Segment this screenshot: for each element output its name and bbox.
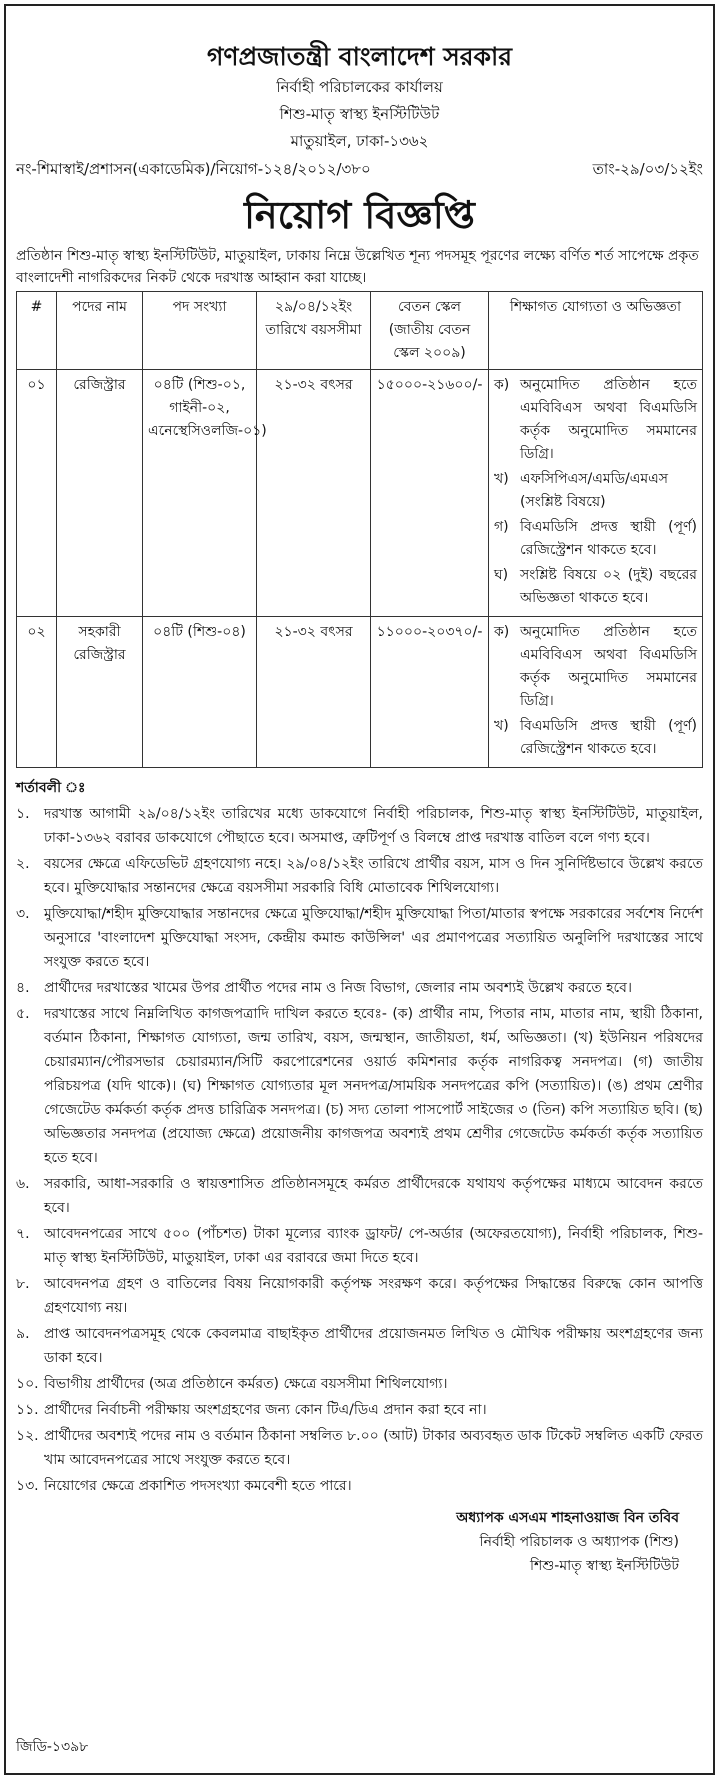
reference-row [16, 158, 703, 183]
col-header-post: পদের নাম [57, 292, 143, 370]
term-item: ১২. প্রার্থীদের অবশ্যই পদের নাম ও বর্তমান ঠিকানা সম্বলিত ৮.০০ (আট) টাকার অব্যবহৃত ডাক টিকেট সম্বলিত একটি ফেরত খাম আবেদনপত্রের সাথে সংযুক্ত করতে হবে। [16, 1428, 703, 1468]
government-heading: গণপ্রজাতন্ত্রী বাংলাদেশ সরকার [207, 42, 512, 71]
qualification-item: ঘ) সংশ্লিষ্ট বিষয়ে ০২ (দুই) বছরের অভিজ্ঞতা থাকতে হবে। [494, 567, 697, 606]
qualification-item: খ) বিএমডিসি প্রদত্ত স্থায়ী (পূর্ণ) রেজিস্ট্রেশন থাকতে হবে। [494, 718, 697, 757]
notice-date: তাং-২৯/০৩/১২ইং [592, 160, 703, 178]
row-pay: ১৫০০০-২১৬০০/- [371, 370, 489, 617]
reference-number: নং-শিমাস্বাই/প্রশাসন(একাডেমিক)/নিয়োগ-১২৪/২০১২/৩৮০ [16, 160, 371, 178]
row-qualifications [489, 617, 703, 768]
row-count: ০৪টি (শিশু-০১, গাইনী-০২, এনেস্থেসিওলজি-০১) [143, 370, 257, 617]
signer-name: অধ্যাপক এসএম শাহনাওয়াজ বিন তবিব [456, 1510, 679, 1526]
term-item: ১১. প্রার্থীদের নির্বাচনী পরীক্ষায় অংশগ্রহণের জন্য কোন টিএ/ডিএ প্রদান করা হবে না। [16, 1402, 487, 1418]
col-header-serial: # [17, 292, 57, 370]
term-item: ১. দরখাস্ত আগামী ২৯/০৪/১২ইং তারিখের মধ্যে ডাকযোগে নির্বাহী পরিচালক, শিশু-মাতৃ স্বাস্থ্য ইনস্টিটিউট, মাতুয়াইল, ঢাকা-১৩৬২ বরাবর ডাকযোগে পৌছাতে হবে। অসমাপ্ত, ত্রুটিপূর্ণ ও বিলম্বে প্রাপ্ত দরখাস্ত বাতিল বলে গণ্য হবে। [16, 806, 703, 846]
term-item: ৬. সরকারি, আধা-সরকারি ও স্বায়ত্তশাসিত প্রতিষ্ঠানসমূহে কর্মরত প্রার্থীদেরকে যথাযথ কর্তৃপক্ষের মাধ্যমে আবেদন করতে হবে। [16, 1176, 703, 1216]
col-header-count: পদ সংখ্যা [143, 292, 257, 370]
table-header-row [17, 292, 703, 370]
signature-block [16, 1506, 703, 1578]
row-serial: ০১ [17, 370, 57, 617]
row-post: রেজিস্ট্রার [57, 370, 143, 617]
table-row [17, 370, 703, 617]
term-item: ৫. দরখাস্তের সাথে নিম্নলিখিত কাগজপত্রাদি দাখিল করতে হবেঃ- (ক) প্রার্থীর নাম, পিতার নাম, মাতার নাম, স্থায়ী ঠিকানা, বর্তমান ঠিকানা, শিক্ষাগত যোগ্যতা, জন্ম তারিখ, বয়স, জন্মস্থান, জাতীয়তা, ধর্ম, অভিজ্ঞতা। (খ) ইউনিয়ন পরিষদের চেয়ারম্যান/পৌরসভার চেয়ারম্যান/সিটি করপোরেশনের ওয়ার্ড কমিশনার কর্তৃক নাগরিকত্ব সনদপত্র। (গ) জাতীয় পরিচয়পত্র (যদি থাকে)। (ঘ) শিক্ষাগত যোগ্যতার মূল সনদপত্র/সাময়িক সনদপত্রের কপি (সত্যায়িত)। (ঙ) প্রথম শ্রেণীর গেজেটেড কর্মকর্তা কর্তৃক প্রদত্ত চারিত্রিক সনদপত্র। (চ) সদ্য তোলা পাসপোর্ট সাইজের ৩ (তিন) কপি সত্যায়িত ছবি। (ছ) অভিজ্ঞতার সনদপত্র (প্রযোজ্য ক্ষেত্রে) প্রয়োজনীয় কাগজপত্র অবশ্যই প্রথম শ্রেণীর গেজেটেড কর্মকর্তা কর্তৃক সত্যায়িত হতে হবে। [16, 1006, 703, 1166]
gd-number: জিডি-১৩৯৮ [16, 1739, 89, 1755]
row-serial: ০২ [17, 617, 57, 768]
col-header-qualification: শিক্ষাগত যোগ্যতা ও অভিজ্ঞতা [489, 292, 703, 370]
col-header-age: ২৯/০৪/১২ইং তারিখে বয়সসীমা [257, 292, 371, 370]
term-item: ১০. বিভাগীয় প্রার্থীদের (অত্র প্রতিষ্ঠানে কর্মরত) ক্ষেত্রে বয়সসীমা শিথিলযোগ্য। [16, 1376, 448, 1392]
row-pay: ১১০০০-২০৩৭০/- [371, 617, 489, 768]
terms-heading: শর্তাবলী ঃ [16, 780, 86, 796]
intro-paragraph: প্রতিষ্ঠান শিশু-মাতৃ স্বাস্থ্য ইনস্টিটিউট, মাতুয়াইল, ঢাকায় নিম্নে উল্লেখিত শূন্য পদসমূহ পূরণের লক্ষ্যে বর্ণিত শর্ত সাপেক্ষে প্রকৃত বাংলাদেশী নাগরিকদের নিকট থেকে দরখাস্ত আহ্বান করা যাচ্ছে। [16, 248, 699, 286]
notice-page [4, 4, 715, 1775]
institute-name: শিশু-মাতৃ স্বাস্থ্য ইনস্টিটিউট [279, 105, 440, 123]
col-header-pay: বেতন স্কেল (জাতীয় বেতন স্কেল ২০০৯) [371, 292, 489, 370]
signer-designation: নির্বাহী পরিচালক ও অধ্যাপক (শিশু) [479, 1534, 679, 1550]
qualification-item: খ) এফসিপিএস/এমডি/এমএস (সংশ্লিষ্ট বিষয়ে) [494, 471, 669, 510]
term-item: ৪. প্রার্থীদের দরখাস্তের খামের উপর প্রার্থীত পদের নাম ও নিজ বিভাগ, জেলার নাম অবশ্যই উল্লেখ করতে হবে। [16, 980, 632, 996]
signer-institute: শিশু-মাতৃ স্বাস্থ্য ইনস্টিটিউট [529, 1558, 679, 1574]
table-row [17, 617, 703, 768]
row-post: সহকারী রেজিস্ট্রার [57, 617, 143, 768]
row-qualifications [489, 370, 703, 617]
qualification-item: ক) অনুমোদিত প্রতিষ্ঠান হতে এমবিবিএস অথবা বিএমডিসি কর্তৃক অনুমোদিত সমমানের ডিগ্রি। [494, 624, 697, 709]
term-item: ২. বয়সের ক্ষেত্রে এফিডেভিট গ্রহণযোগ্য নহে। ২৯/০৪/১২ইং তারিখে প্রার্থীর বয়স, মাস ও দিন সুনির্দিষ্টভাবে উল্লেখ করতে হবে। মুক্তিযোদ্ধার সন্তানদের ক্ষেত্রে বয়সসীমা সরকারি বিধি মোতাবেক শিথিলযোগ্য। [16, 856, 703, 896]
term-item: ১৩. নিয়োগের ক্ষেত্রে প্রকাশিত পদসংখ্যা কমবেশী হতে পারে। [16, 1478, 352, 1494]
term-item: ৭. আবেদনপত্রের সাথে ৫০০ (পাঁচশত) টাকা মূল্যের ব্যাংক ড্রাফট/ পে-অর্ডার (অফেরতযোগ্য), নির্বাহী পরিচালক, শিশু-মাতৃ স্বাস্থ্য ইনস্টিটিউট, মাতুয়াইল, ঢাকা এর বরাবরে জমা দিতে হবে। [16, 1226, 703, 1266]
qualification-item: গ) বিএমডিসি প্রদত্ত স্থায়ী (পূর্ণ) রেজিস্ট্রেশন থাকতে হবে। [494, 519, 697, 558]
notice-title: নিয়োগ বিজ্ঞপ্তি [244, 192, 475, 237]
term-item: ৩. মুক্তিযোদ্ধা/শহীদ মুক্তিযোদ্ধার সন্তানদের ক্ষেত্রে মুক্তিযোদ্ধা/শহীদ মুক্তিযোদ্ধা পিতা/মাতার স্বপক্ষে সরকারের সর্বশেষ নির্দেশ অনুসারে 'বাংলাদেশ মুক্তিযোদ্ধা সংসদ, কেন্দ্রীয় কমান্ড কাউন্সিল' এর প্রমাণপত্রের সত্যায়িত অনুলিপি দরখাস্তের সাথে সংযুক্ত করতে হবে। [16, 906, 703, 970]
term-item: ৯. প্রাপ্ত আবেদনপত্রসমূহ থেকে কেবলমাত্র বাছাইকৃত প্রার্থীদের প্রয়োজনমত লিখিত ও মৌখিক পরীক্ষায় অংশগ্রহণের জন্য ডাকা হবে। [16, 1326, 703, 1366]
term-item: ৮. আবেদনপত্র গ্রহণ ও বাতিলের বিষয় নিয়োগকারী কর্তৃপক্ষ সংরক্ষণ করে। কর্তৃপক্ষের সিদ্ধান্তের বিরুদ্ধে কোন আপত্তি গ্রহণযোগ্য নয়। [16, 1276, 703, 1316]
qualification-item: ক) অনুমোদিত প্রতিষ্ঠান হতে এমবিবিএস অথবা বিএমডিসি কর্তৃক অনুমোদিত সমমানের ডিগ্রি। [494, 377, 697, 462]
office-name: নির্বাহী পরিচালকের কার্যালয় [276, 78, 443, 96]
row-age: ২১-৩২ বৎসর [257, 617, 371, 768]
row-age: ২১-৩২ বৎসর [257, 370, 371, 617]
vacancy-table [16, 291, 703, 768]
institute-address: মাতুয়াইল, ঢাকা-১৩৬২ [290, 132, 429, 150]
row-count: ০৪টি (শিশু-০৪) [143, 617, 257, 768]
terms-list [16, 802, 703, 1498]
